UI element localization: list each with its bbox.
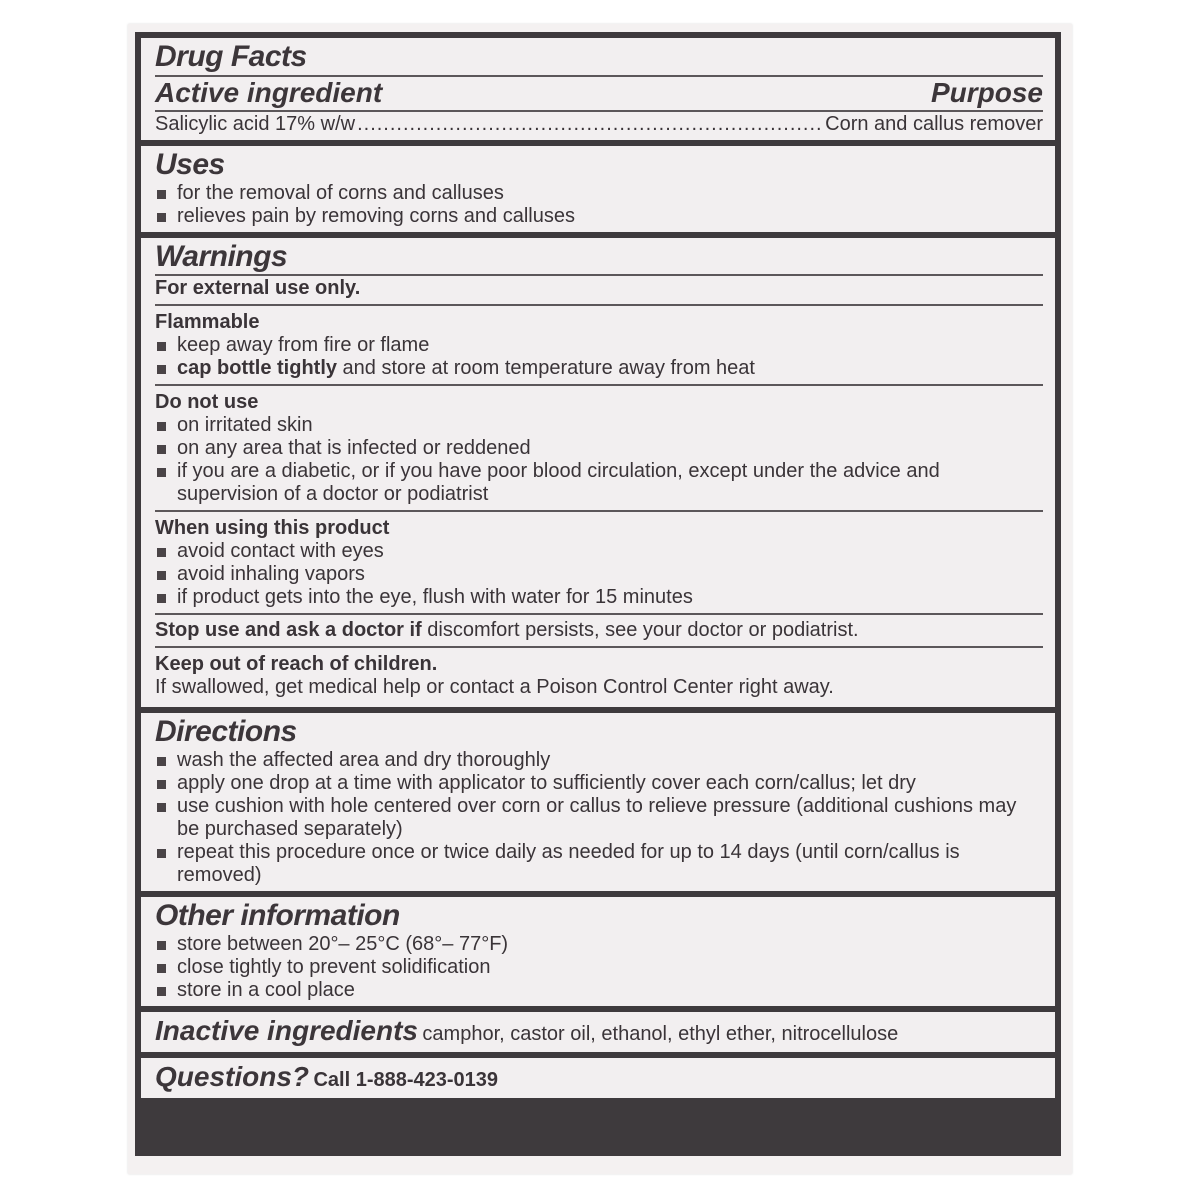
when-using-list (155, 540, 1043, 609)
bullet-square-icon (157, 548, 166, 557)
list-item: relieves pain by removing corns and calluses (155, 205, 1043, 228)
external-use-text: For external use only. (155, 277, 361, 299)
list-item: if you are a diabetic, or if you have poor blood circulation, except under the advice and supervision of a doctor or podiatrist (155, 460, 1043, 506)
bullet-square-icon (157, 571, 166, 580)
bullet-square-icon (157, 780, 166, 789)
other-information-section (141, 897, 1055, 1006)
flammable-heading: Flammable (155, 311, 260, 333)
uses-heading: Uses (155, 148, 225, 181)
ingredient-purpose: Corn and callus remover (825, 113, 1043, 135)
bullet-square-icon (157, 964, 166, 973)
list-item: avoid contact with eyes (155, 540, 1043, 563)
keep-out-text: If swallowed, get medical help or contact a Poison Control Center right away. (155, 676, 834, 698)
bullet-square-icon (157, 342, 166, 351)
warnings-heading: Warnings (155, 240, 288, 273)
list-item: avoid inhaling vapors (155, 563, 1043, 586)
directions-list (155, 749, 1043, 887)
keep-out-block (155, 646, 1043, 703)
inactive-ingredients-heading: Inactive ingredients (155, 1015, 418, 1046)
warnings-section (141, 238, 1055, 707)
bullet-square-icon (157, 757, 166, 766)
uses-list (155, 182, 1043, 228)
list-item: keep away from fire or flame (155, 334, 1043, 357)
drug-facts-title: Drug Facts (155, 40, 307, 73)
list-item: apply one drop at a time with applicator to sufficiently cover each corn/callus; let dry (155, 772, 1043, 795)
list-item: store in a cool place (155, 979, 1043, 1002)
do-not-use-list (155, 414, 1043, 506)
ingredient-name: Salicylic acid 17% w/w (155, 113, 356, 135)
list-item: for the removal of corns and calluses (155, 182, 1043, 205)
list-item: cap bottle tightly and store at room temperature away from heat (155, 357, 1043, 380)
questions-section (141, 1058, 1055, 1098)
leader-dots (357, 112, 823, 136)
list-item: if product gets into the eye, flush with water for 15 minutes (155, 586, 1043, 609)
active-header-row (155, 77, 1043, 109)
drug-facts-panel (135, 32, 1061, 1156)
other-information-list (155, 933, 1043, 1002)
bullet-square-icon (157, 803, 166, 812)
list-item: wash the affected area and dry thoroughly (155, 749, 1043, 772)
bullet-square-icon (157, 190, 166, 199)
stop-use-text: Stop use and ask a doctor if discomfort persists, see your doctor or podiatrist. (155, 619, 859, 641)
bullet-square-icon (157, 987, 166, 996)
stop-use-block (155, 613, 1043, 646)
inactive-ingredients-section (141, 1012, 1055, 1052)
bullet-square-icon (157, 594, 166, 603)
active-ingredient-section (141, 38, 1055, 140)
bullet-square-icon (157, 422, 166, 431)
purpose-heading: Purpose (930, 77, 1043, 108)
list-item: repeat this procedure once or twice daily as needed for up to 14 days (until corn/callus is removed) (155, 841, 1043, 887)
bullet-square-icon (157, 445, 166, 454)
active-ingredient-row (155, 112, 1043, 136)
when-using-heading: When using this product (155, 517, 390, 539)
keep-out-heading: Keep out of reach of children. (155, 653, 438, 675)
do-not-use-block (155, 384, 1043, 510)
uses-section (141, 146, 1055, 232)
flammable-block (155, 304, 1043, 384)
flammable-list (155, 334, 1043, 380)
list-item: on any area that is infected or reddened (155, 437, 1043, 460)
external-use-block (155, 274, 1043, 304)
bullet-square-icon (157, 941, 166, 950)
directions-heading: Directions (155, 715, 297, 748)
bullet-square-icon (157, 849, 166, 858)
questions-phone-text: Call 1-888-423-0139 (313, 1069, 499, 1091)
list-item: use cushion with hole centered over corn or callus to relieve pressure (additional cushions may be purchased separately) (155, 795, 1043, 841)
other-information-heading: Other information (155, 899, 400, 932)
bullet-square-icon (157, 213, 166, 222)
do-not-use-heading: Do not use (155, 391, 259, 413)
list-item: store between 20°– 25°C (68°– 77°F) (155, 933, 1043, 956)
bullet-square-icon (157, 468, 166, 477)
bullet-square-icon (157, 365, 166, 374)
list-item: close tightly to prevent solidification (155, 956, 1043, 979)
questions-heading: Questions? (155, 1061, 310, 1092)
active-ingredient-heading: Active ingredient (155, 77, 383, 108)
list-item: on irritated skin (155, 414, 1043, 437)
directions-section (141, 713, 1055, 891)
inactive-ingredients-text: camphor, castor oil, ethanol, ethyl ether, nitrocellulose (422, 1023, 899, 1045)
when-using-block (155, 510, 1043, 613)
